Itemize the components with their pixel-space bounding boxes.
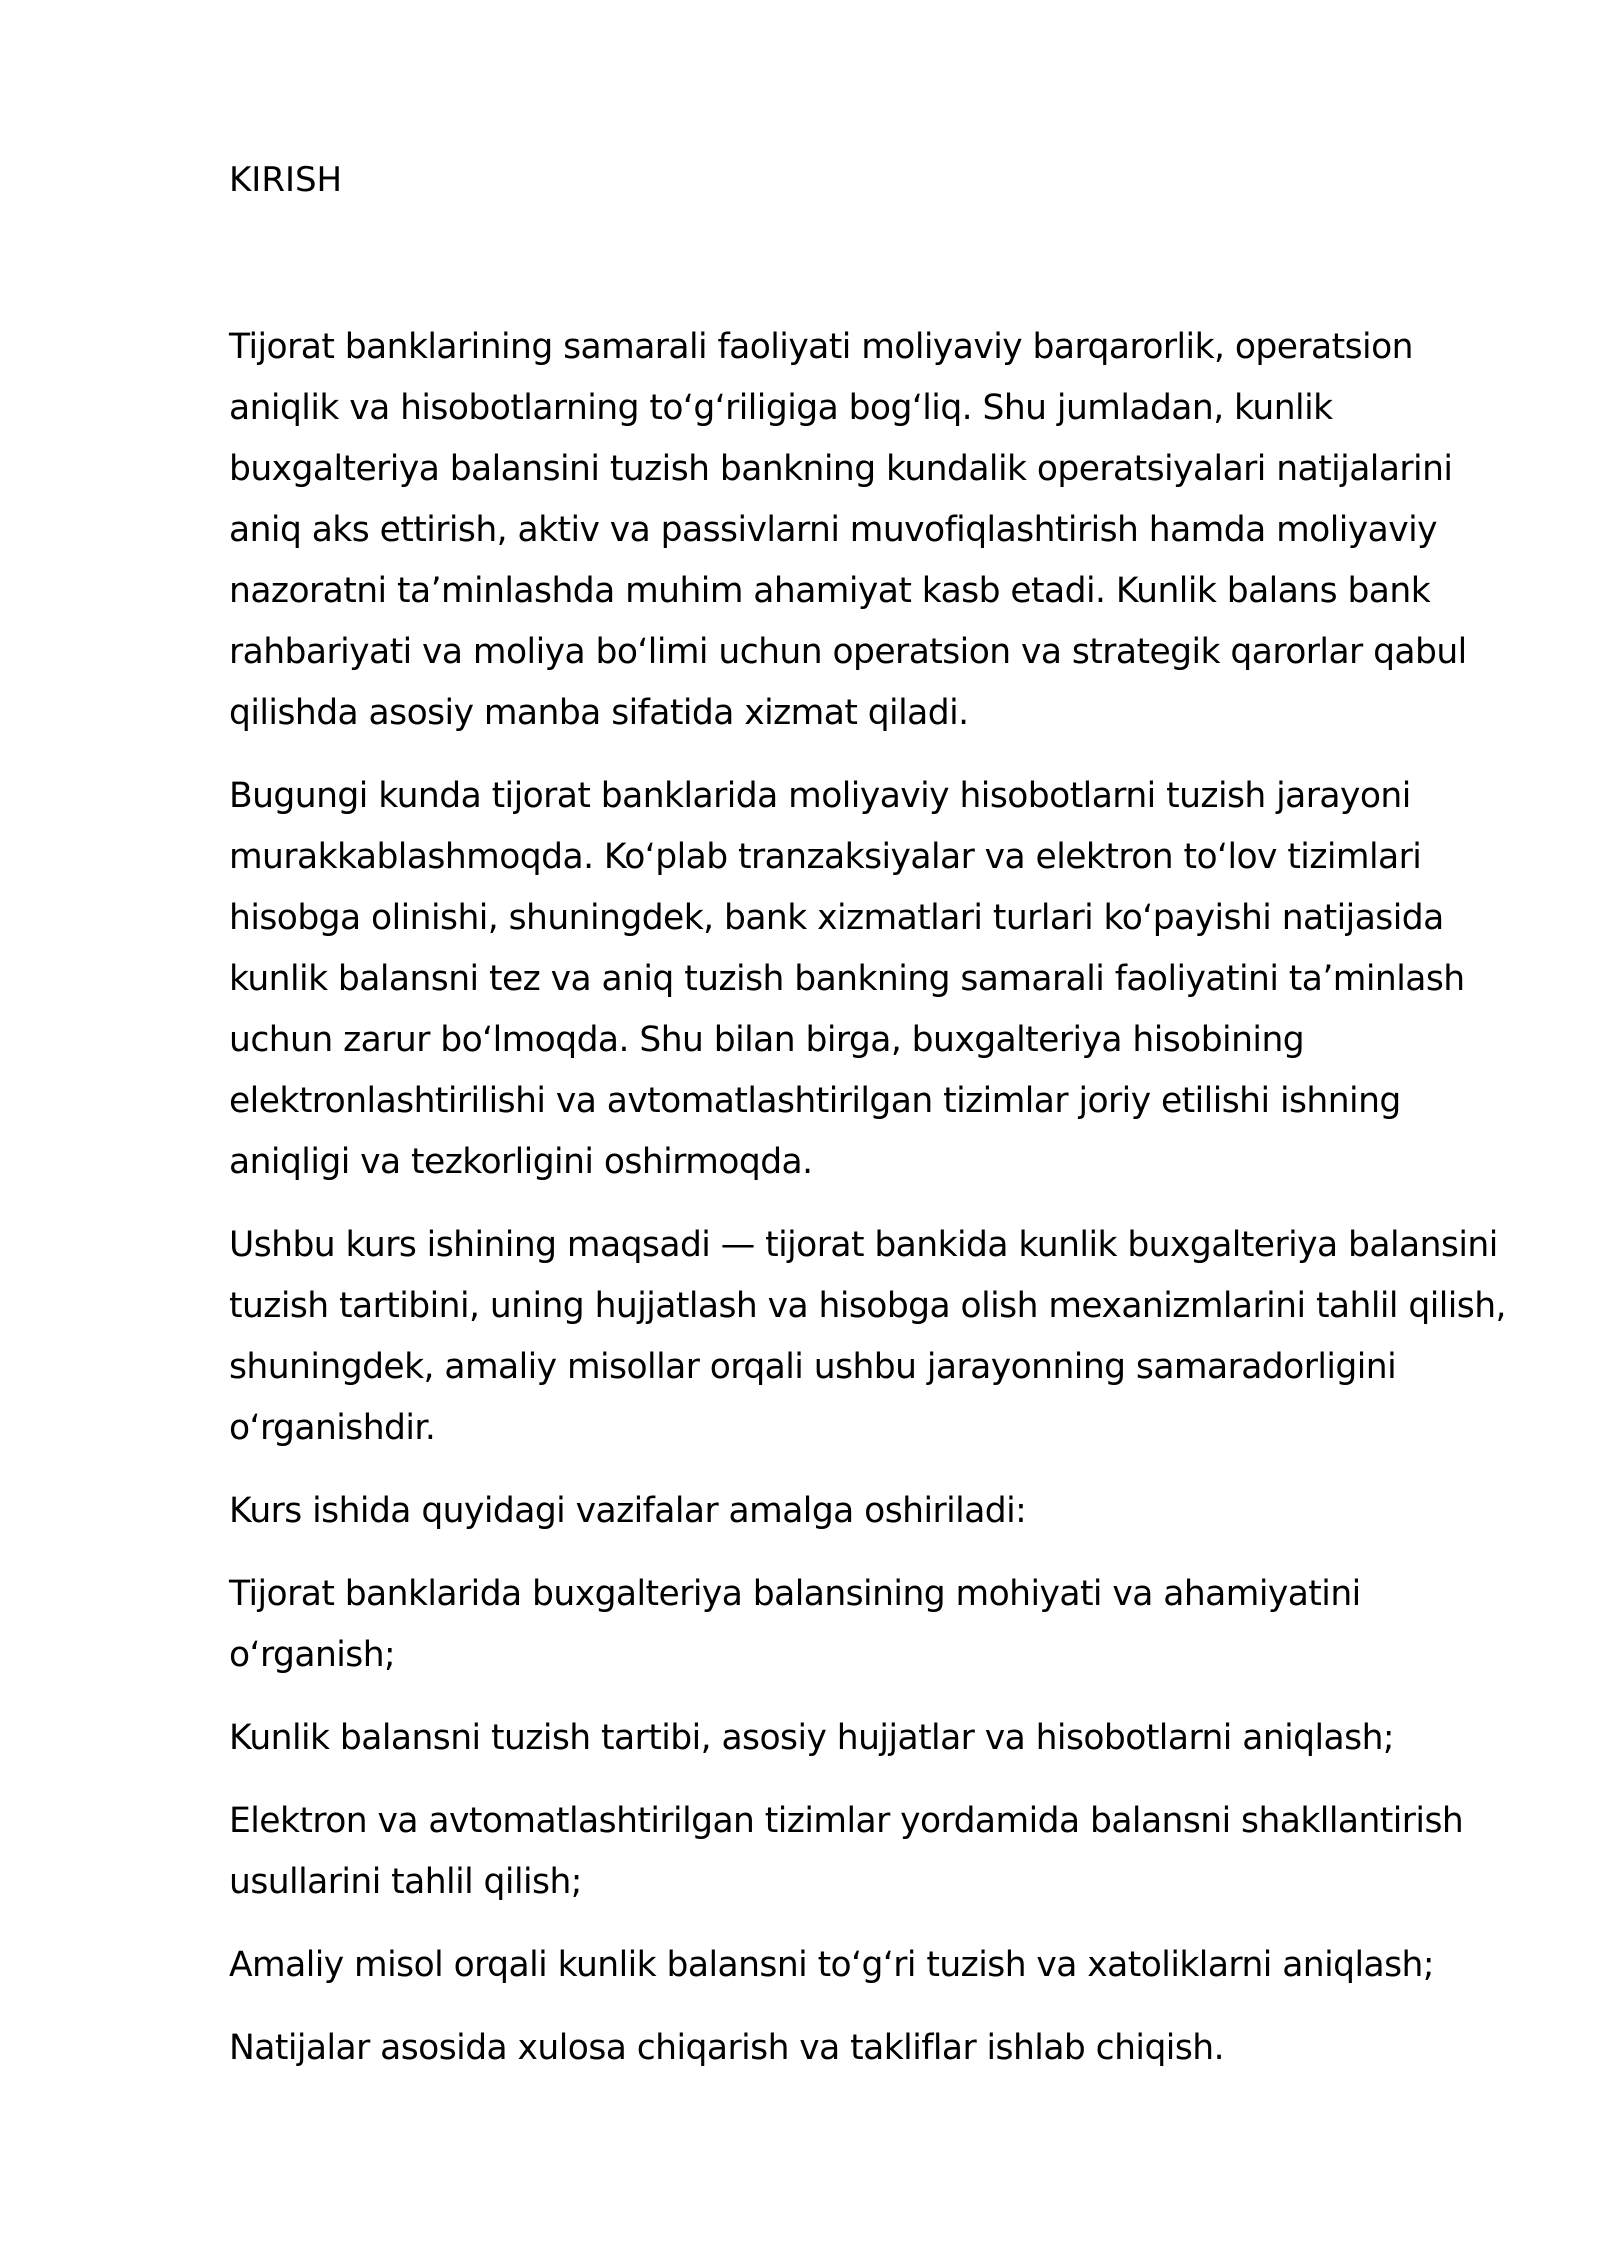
paragraph-goal: Ushbu kurs ishining maqsadi — tijorat bankida kunlik buxgalteriya balansini tuzish tartibini, uning hujjatlash va hisobga olish mexanizmlarini tahlil qilish, shuningdek, amaliy misollar orqali ushbu jarayonning samaradorligini o‘rganishdir. xyxy=(229,1225,1506,1448)
task-item: Amaliy misol orqali kunlik balansni to‘g‘ri tuzish va xatoliklarni aniqlash; xyxy=(229,1945,1434,1985)
document-content xyxy=(229,155,1519,2079)
tasks-intro: Kurs ishida quyidagi vazifalar amalga oshiriladi: xyxy=(229,1491,1027,1531)
paragraph-context: Bugungi kunda tijorat banklarida moliyaviy hisobotlarni tuzish jarayoni murakkablashmoqda. Ko‘plab tranzaksiyalar va elektron to‘lov tizimlari hisobga olinishi, shuningdek, bank xizmatlari turlari ko‘payishi natijasida kunlik balansni tez va aniq tuzish bankning samarali faoliyatini ta’minlash uchun zarur bo‘lmoqda. Shu bilan birga, buxgalteriya hisobining elektronlashtirilishi va avtomatlashtirilgan tizimlar joriy etilishi ishning aniqligi va tezkorligini oshirmoqda. xyxy=(229,776,1465,1182)
paragraph-intro: Tijorat banklarining samarali faoliyati moliyaviy barqarorlik, operatsion aniqlik va hisobotlarning to‘g‘riligiga bog‘liq. Shu jumladan, kunlik buxgalteriya balansini tuzish bankning kundalik operatsiyalari natijalarini aniq aks ettirish, aktiv va passivlarni muvofiqlashtirish hamda moliyaviy nazoratni ta’minlashda muhim ahamiyat kasb etadi. Kunlik balans bank rahbariyati va moliya bo‘limi uchun operatsion va strategik qarorlar qabul qilishda asosiy manba sifatida xizmat qiladi. xyxy=(229,327,1467,733)
task-item: Tijorat banklarida buxgalteriya balansining mohiyati va ahamiyatini o‘rganish; xyxy=(229,1574,1361,1675)
section-heading: KIRISH xyxy=(229,160,343,200)
task-item: Kunlik balansni tuzish tartibi, asosiy hujjatlar va hisobotlarni aniqlash; xyxy=(229,1718,1394,1758)
document-body xyxy=(229,317,1519,2079)
task-item: Natijalar asosida xulosa chiqarish va takliflar ishlab chiqish. xyxy=(229,2028,1224,2068)
task-item: Elektron va avtomatlashtirilgan tizimlar yordamida balansni shakllantirish usullarini tahlil qilish; xyxy=(229,1801,1464,1902)
